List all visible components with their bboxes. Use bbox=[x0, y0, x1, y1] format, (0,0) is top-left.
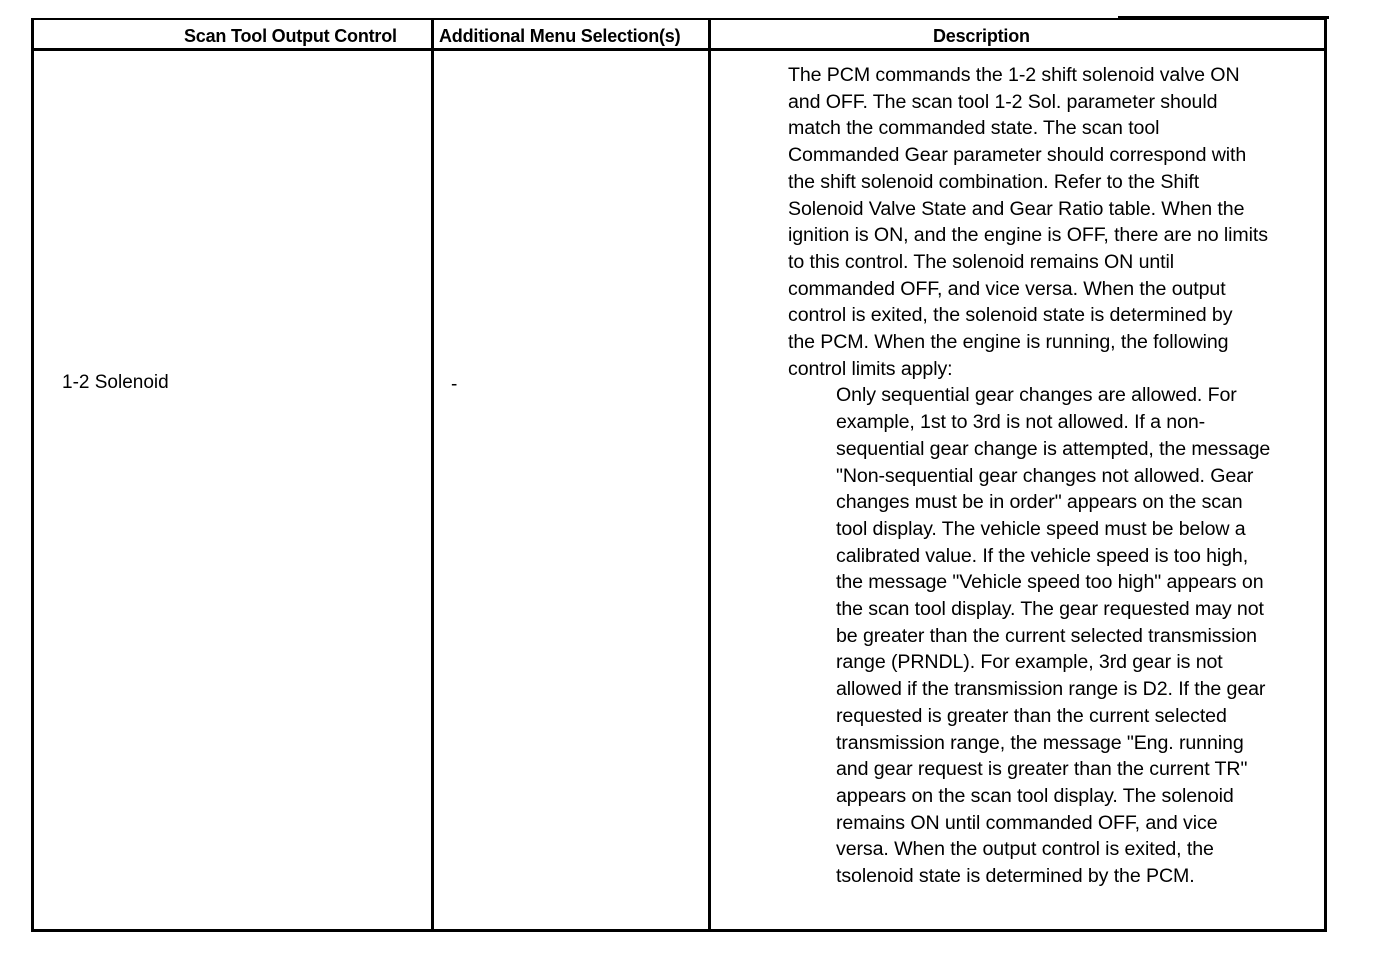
description-line: match the commanded state. The scan tool bbox=[788, 117, 1160, 140]
limits-line: the message "Vehicle speed too high" appears on bbox=[836, 571, 1264, 594]
description-line: The PCM commands the 1-2 shift solenoid valve ON bbox=[788, 64, 1240, 86]
header-description: Description bbox=[933, 26, 1030, 46]
header-additional-menu: Additional Menu Selection(s) bbox=[439, 26, 681, 46]
description-line: control is exited, the solenoid state is determined by bbox=[788, 304, 1233, 327]
limits-line: tsolenoid state is determined by the PCM. bbox=[836, 865, 1195, 888]
additional-menu-value: - bbox=[451, 374, 458, 395]
description-line: the shift solenoid combination. Refer to the Shift bbox=[788, 170, 1200, 193]
limits-line: and gear request is greater than the current TR" bbox=[836, 758, 1248, 781]
limits-line: the scan tool display. The gear requested may not bbox=[836, 598, 1264, 621]
limits-line: "Non-sequential gear changes not allowed. Gear bbox=[836, 464, 1254, 487]
limits-line: requested is greater than the current selected bbox=[836, 704, 1227, 727]
description-line: control limits apply: bbox=[788, 357, 953, 380]
limits-line: tool display. The vehicle speed must be below a bbox=[836, 517, 1246, 540]
limits-line: versa. When the output control is exited, the bbox=[836, 838, 1214, 861]
limits-line: remains ON until commanded OFF, and vice bbox=[836, 811, 1218, 834]
output-control-name: 1-2 Solenoid bbox=[62, 372, 169, 393]
description-line: ignition is ON, and the engine is OFF, there are no limits bbox=[788, 224, 1268, 247]
description-line: Solenoid Valve State and Gear Ratio table. When the bbox=[788, 197, 1245, 220]
limits-line: allowed if the transmission range is D2. If the gear bbox=[836, 678, 1266, 701]
description-cell bbox=[788, 62, 1328, 890]
limits-line: changes must be in order" appears on the scan bbox=[836, 491, 1243, 514]
description-line: the PCM. When the engine is running, the following bbox=[788, 331, 1229, 354]
description-line: commanded OFF, and vice versa. When the output bbox=[788, 277, 1226, 300]
description-line: to this control. The solenoid remains ON until bbox=[788, 250, 1175, 273]
output-control-table bbox=[31, 18, 1327, 932]
description-line: and OFF. The scan tool 1-2 Sol. parameter should bbox=[788, 90, 1218, 113]
limits-line: appears on the scan tool display. The solenoid bbox=[836, 784, 1234, 807]
limits-line: transmission range, the message "Eng. running bbox=[836, 731, 1244, 754]
limits-line: range (PRNDL). For example, 3rd gear is not bbox=[836, 651, 1223, 674]
table-header-row bbox=[34, 20, 1324, 51]
column-divider bbox=[431, 20, 434, 929]
limits-line: calibrated value. If the vehicle speed is too high, bbox=[836, 544, 1249, 567]
limits-line: be greater than the current selected transmission bbox=[836, 624, 1257, 647]
limits-line: sequential gear change is attempted, the message bbox=[836, 437, 1271, 460]
description-line: Commanded Gear parameter should correspond with bbox=[788, 144, 1247, 167]
column-divider bbox=[708, 20, 711, 929]
header-output-control: Scan Tool Output Control bbox=[184, 26, 397, 46]
limits-line: Only sequential gear changes are allowed. For bbox=[836, 384, 1237, 407]
limits-line: example, 1st to 3rd is not allowed. If a non- bbox=[836, 411, 1206, 434]
